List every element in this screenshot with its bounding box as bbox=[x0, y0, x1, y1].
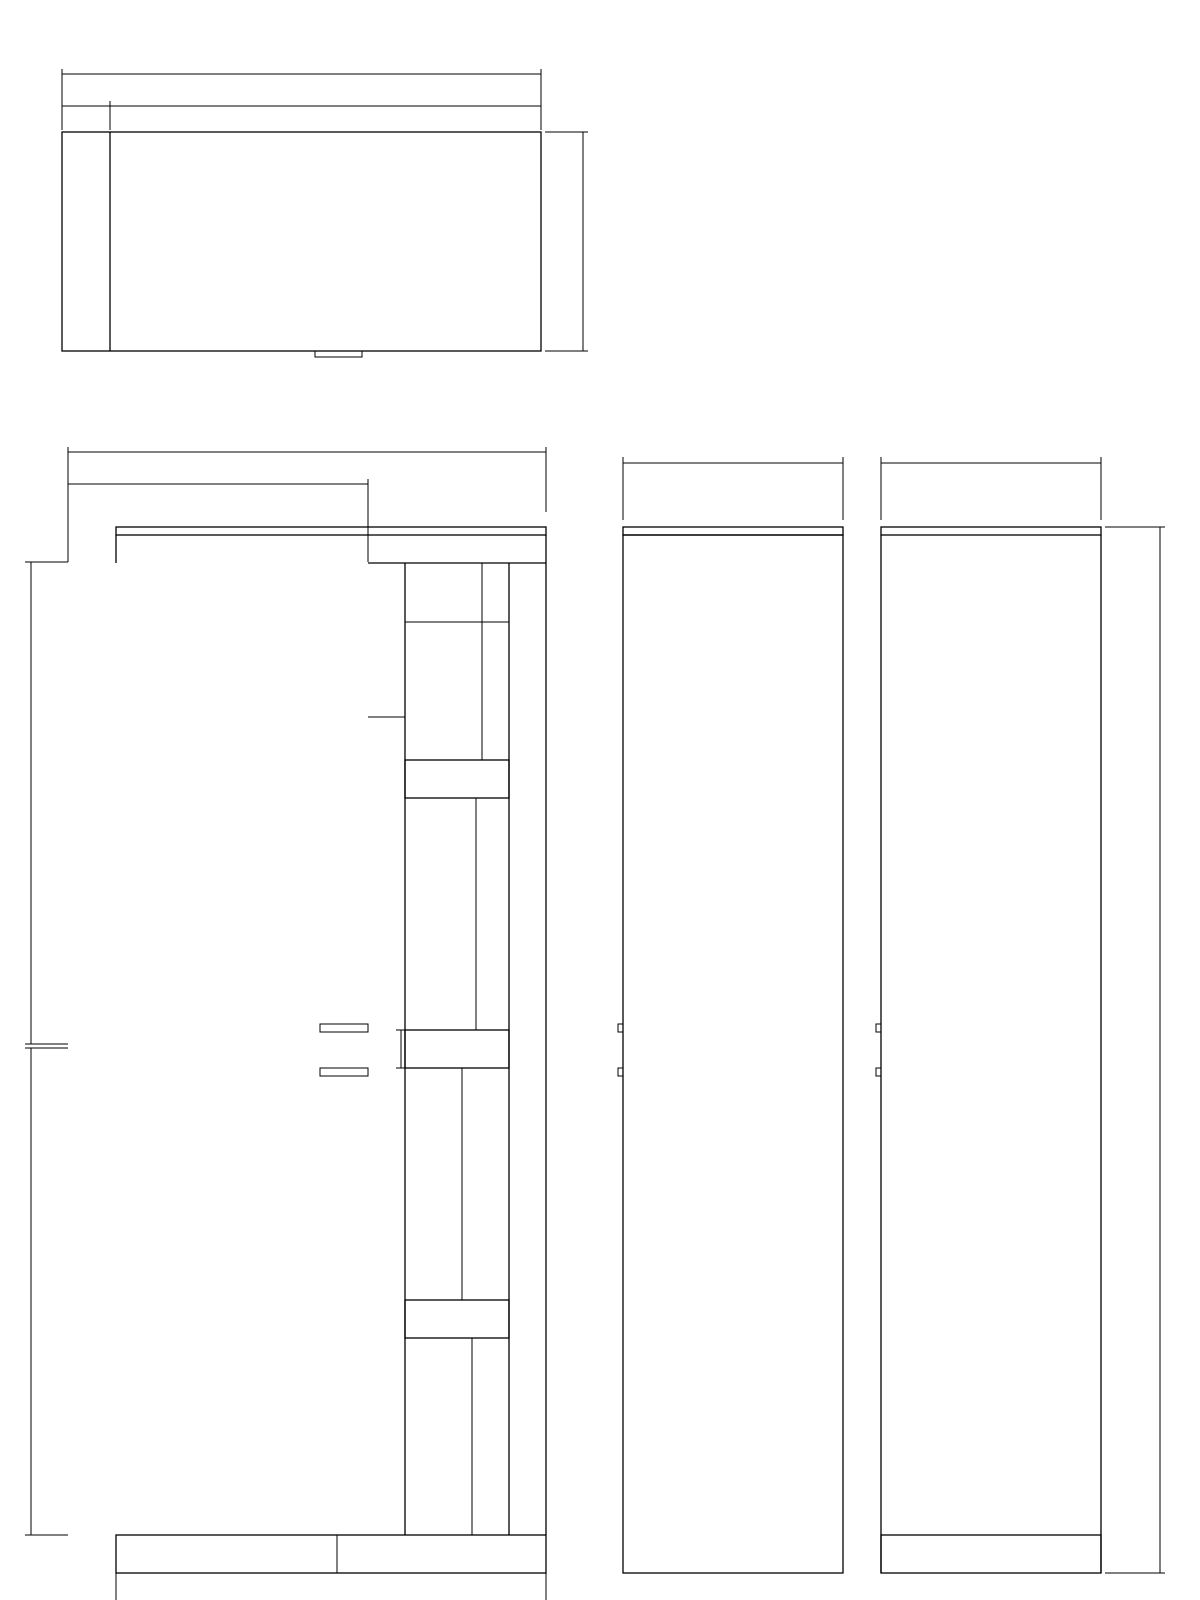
top-view bbox=[62, 69, 588, 357]
front-view bbox=[25, 447, 546, 1600]
side-view-1 bbox=[618, 457, 843, 1573]
side-view-2 bbox=[876, 457, 1165, 1573]
